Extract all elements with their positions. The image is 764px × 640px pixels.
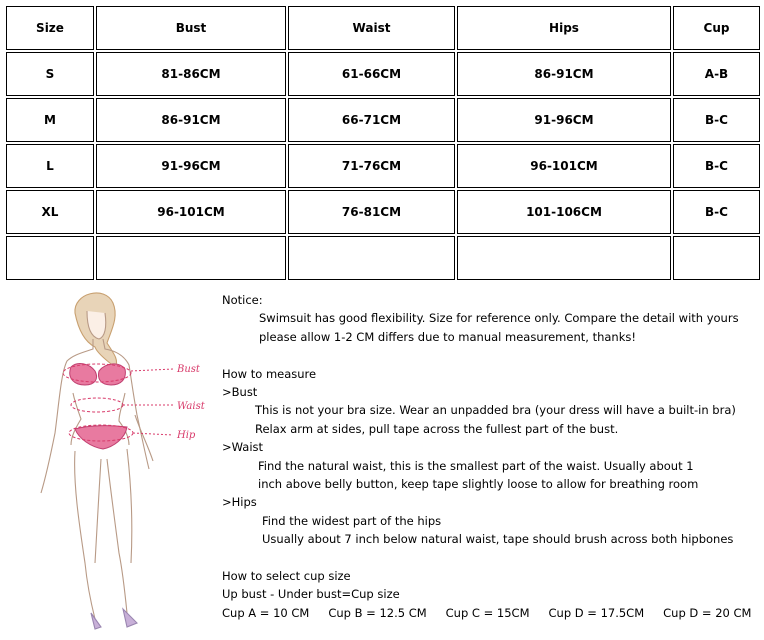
cup-size-list <box>222 604 764 622</box>
header-cell: Bust <box>96 6 286 50</box>
size-chart-table <box>4 4 762 282</box>
notice-title: Notice: <box>222 293 263 307</box>
table-cell: B-C <box>673 144 760 188</box>
waist-label: Waist <box>177 401 205 412</box>
table-cell: 81-86CM <box>96 52 286 96</box>
table-row <box>6 144 760 188</box>
table-cell: 61-66CM <box>288 52 455 96</box>
how-to-measure-title: How to measure <box>222 366 317 381</box>
notice-line: Swimsuit has good flexibility. Size for reference only. Compare the detail with yours <box>259 311 739 326</box>
bikini-bottom <box>75 426 127 449</box>
cup-size-item: Cup A = 10 CM <box>222 605 310 620</box>
waist-title: >Waist <box>222 440 264 455</box>
table-cell: 96-101CM <box>457 144 671 188</box>
hips-title: >Hips <box>222 495 257 510</box>
measurement-notes <box>222 291 764 622</box>
table-row <box>6 190 760 234</box>
cup-size-item: Cup B = 12.5 CM <box>328 605 427 620</box>
cup-size-item: Cup D = 20 CM <box>663 605 752 620</box>
table-row <box>6 52 760 96</box>
table-row <box>6 98 760 142</box>
table-cell: 71-76CM <box>288 144 455 188</box>
header-cell: Cup <box>673 6 760 50</box>
table-cell <box>673 236 760 280</box>
cup-size-title: How to select cup size <box>222 568 351 583</box>
waist-measure-line <box>71 398 123 412</box>
table-cell <box>96 236 286 280</box>
table-cell: 86-91CM <box>96 98 286 142</box>
bust-line: This is not your bra size. Wear an unpadded bra (your dress will have a built-in bra) <box>255 403 736 418</box>
header-cell: Size <box>6 6 94 50</box>
cup-formula: Up bust - Under bust=Cup size <box>222 587 400 602</box>
hips-line: Usually about 7 inch below natural waist, tape should brush across both hipbones <box>262 532 734 547</box>
table-cell: 66-71CM <box>288 98 455 142</box>
table-cell: L <box>6 144 94 188</box>
table-cell <box>288 236 455 280</box>
table-header-row <box>6 6 760 50</box>
table-cell: M <box>6 98 94 142</box>
table-cell <box>457 236 671 280</box>
table-cell <box>6 236 94 280</box>
table-cell: 91-96CM <box>96 144 286 188</box>
table-cell: A-B <box>673 52 760 96</box>
waist-line: Find the natural waist, this is the smallest part of the waist. Usually about 1 <box>258 458 694 473</box>
table-cell: 96-101CM <box>96 190 286 234</box>
measurement-figure-illustration <box>15 283 215 638</box>
table-row-empty <box>6 236 760 280</box>
hips-line: Find the widest part of the hips <box>262 513 442 528</box>
table-cell: 101-106CM <box>457 190 671 234</box>
header-cell: Waist <box>288 6 455 50</box>
table-cell: 76-81CM <box>288 190 455 234</box>
table-cell: S <box>6 52 94 96</box>
waist-line: inch above belly button, keep tape slightly loose to allow for breathing room <box>258 476 699 491</box>
legs-outline <box>75 451 95 619</box>
notice-line: please allow 1-2 CM differs due to manual measurement, thanks! <box>259 329 636 344</box>
table-cell: 86-91CM <box>457 52 671 96</box>
table-cell: B-C <box>673 190 760 234</box>
table-cell: B-C <box>673 98 760 142</box>
hip-label: Hip <box>177 430 196 441</box>
torso-outline <box>41 339 93 493</box>
bust-title: >Bust <box>222 384 258 399</box>
cup-size-item: Cup D = 17.5CM <box>548 605 645 620</box>
table-cell: 91-96CM <box>457 98 671 142</box>
cup-size-item: Cup C = 15CM <box>445 605 530 620</box>
shoes <box>91 609 137 629</box>
bust-label: Bust <box>177 364 200 375</box>
header-cell: Hips <box>457 6 671 50</box>
table-cell: XL <box>6 190 94 234</box>
bust-line: Relax arm at sides, pull tape across the fullest part of the bust. <box>255 421 619 436</box>
